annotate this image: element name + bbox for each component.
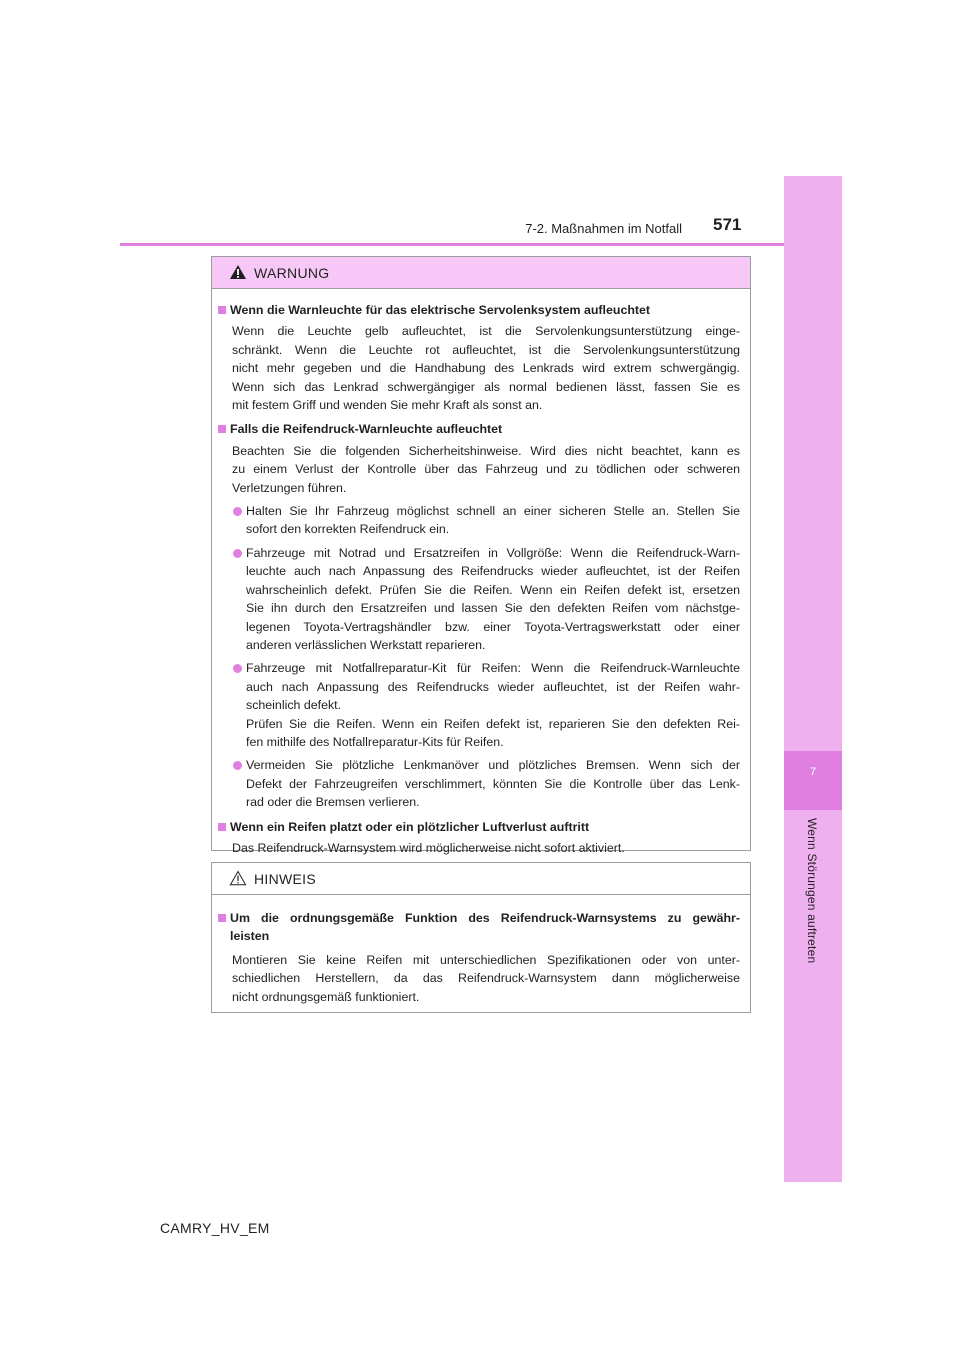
square-bullet-icon <box>218 823 226 831</box>
document-code: CAMRY_HV_EM <box>160 1220 270 1236</box>
section-paragraph: Wenn die Leuchte gelb aufleuchtet, ist die Servolenkungsunterstützung einge- schränkt. Wenn die Leuchte rot aufleuchtet, ist die Servolenkungsunterstützung nicht mehr gegeben und die Handhabung des Lenkrads wird extrem schwergängig. Wenn sich das Lenkrad schwergängiger als normal bedienen lässt, fassen Sie es mit festem Griff und wenden Sie mehr Kraft als sonst an. <box>232 324 740 413</box>
round-bullet-icon <box>233 507 242 516</box>
warning-title: WARNUNG <box>254 265 330 281</box>
warning-box-header <box>212 257 750 289</box>
square-bullet-icon <box>218 306 226 314</box>
section-heading: Wenn ein Reifen platzt oder ein plötzlicher Luftverlust auftritt <box>218 818 740 836</box>
round-bullet-icon <box>233 761 242 770</box>
section-paragraph: Beachten Sie die folgenden Sicherheitshinweise. Wird dies nicht beachtet, kann es zu einem Verlust der Kontrolle über das Fahrzeug und zu tödlichen oder schweren Verletzungen führen. <box>232 443 740 495</box>
round-bullet-icon <box>233 664 242 673</box>
section-heading: Falls die Reifendruck-Warnleuchte aufleuchtet <box>218 420 740 438</box>
note-title: HINWEIS <box>254 871 316 887</box>
note-body <box>212 895 750 1006</box>
header-divider <box>120 243 784 246</box>
section-paragraph: Das Reifendruck-Warnsystem wird möglicherweise nicht sofort aktiviert. <box>232 840 625 855</box>
square-bullet-icon <box>218 425 226 433</box>
square-bullet-icon <box>218 914 226 922</box>
chapter-side-tab <box>784 176 842 1182</box>
list-item: Vermeiden Sie plötzliche Lenkmanöver und plötzliches Bremsen. Wenn sich der Defekt der Fahrzeugreifen verschlimmert, könnten Sie die Kontrolle über das Lenk- rad oder die Bremsen verlieren. <box>218 756 740 811</box>
warning-triangle-filled-icon <box>229 264 247 280</box>
list-item: Fahrzeuge mit Notfallreparatur-Kit für Reifen: Wenn die Reifendruck-Warnleuchte auch nach Anpassung des Reifendrucks wieder aufleuchtet, ist der Reifen wahr- scheinlich defekt. Prüfen Sie die Reifen. Wenn ein Reifen defekt ist, reparieren Sie den defekten Rei- fen mithilfe des Notfallreparatur-Kits für Reifen. <box>218 659 740 751</box>
list-item: Halten Sie Ihr Fahrzeug möglichst schnell an einer sicheren Stelle an. Stellen Sie sofort den korrekten Reifendruck ein. <box>218 502 740 539</box>
section-paragraph: Montieren Sie keine Reifen mit unterschiedlichen Spezifikationen oder von unter- schiedlichen Herstellern, da das Reifendruck-Warnsystem dann möglicherweise nicht ordnungsgemäß funktioniert. <box>232 952 740 1004</box>
note-box <box>211 862 751 1013</box>
round-bullet-icon <box>233 549 242 558</box>
chapter-title: Wenn Störungen auftreten <box>805 818 819 964</box>
warning-body <box>212 289 750 857</box>
list-item: Fahrzeuge mit Notrad und Ersatzreifen in Vollgröße: Wenn die Reifendruck-Warn- leuchte auch nach Anpassung des Reifendrucks wieder aufleuchtet, ist der Reifen wahrscheinlich defekt. Prüfen Sie die Reifen. Wenn ein Reifen defekt ist, ersetzen Sie ihn durch den Ersatzreifen und lassen Sie den defekten Reifen vom nächstge- legenen Toyota-Vertragshändler bzw. einer Toyota-Vertragswerkstatt oder einer anderen verlässlichen Werkstatt reparieren. <box>218 544 740 654</box>
warning-triangle-outline-icon <box>229 870 247 886</box>
section-heading: Um die ordnungsgemäße Funktion des Reifendruck-Warnsystems zu gewähr- leisten <box>218 909 740 946</box>
section-heading: Wenn die Warnleuchte für das elektrische Servolenksystem aufleuchtet <box>218 301 740 319</box>
note-box-header <box>212 863 750 895</box>
warning-box <box>211 256 751 855</box>
chapter-number: 7 <box>809 766 817 778</box>
header-section-title: 7-2. Maßnahmen im Notfall <box>525 221 682 236</box>
page-number: 571 <box>713 215 742 234</box>
chapter-number-box <box>784 751 842 810</box>
